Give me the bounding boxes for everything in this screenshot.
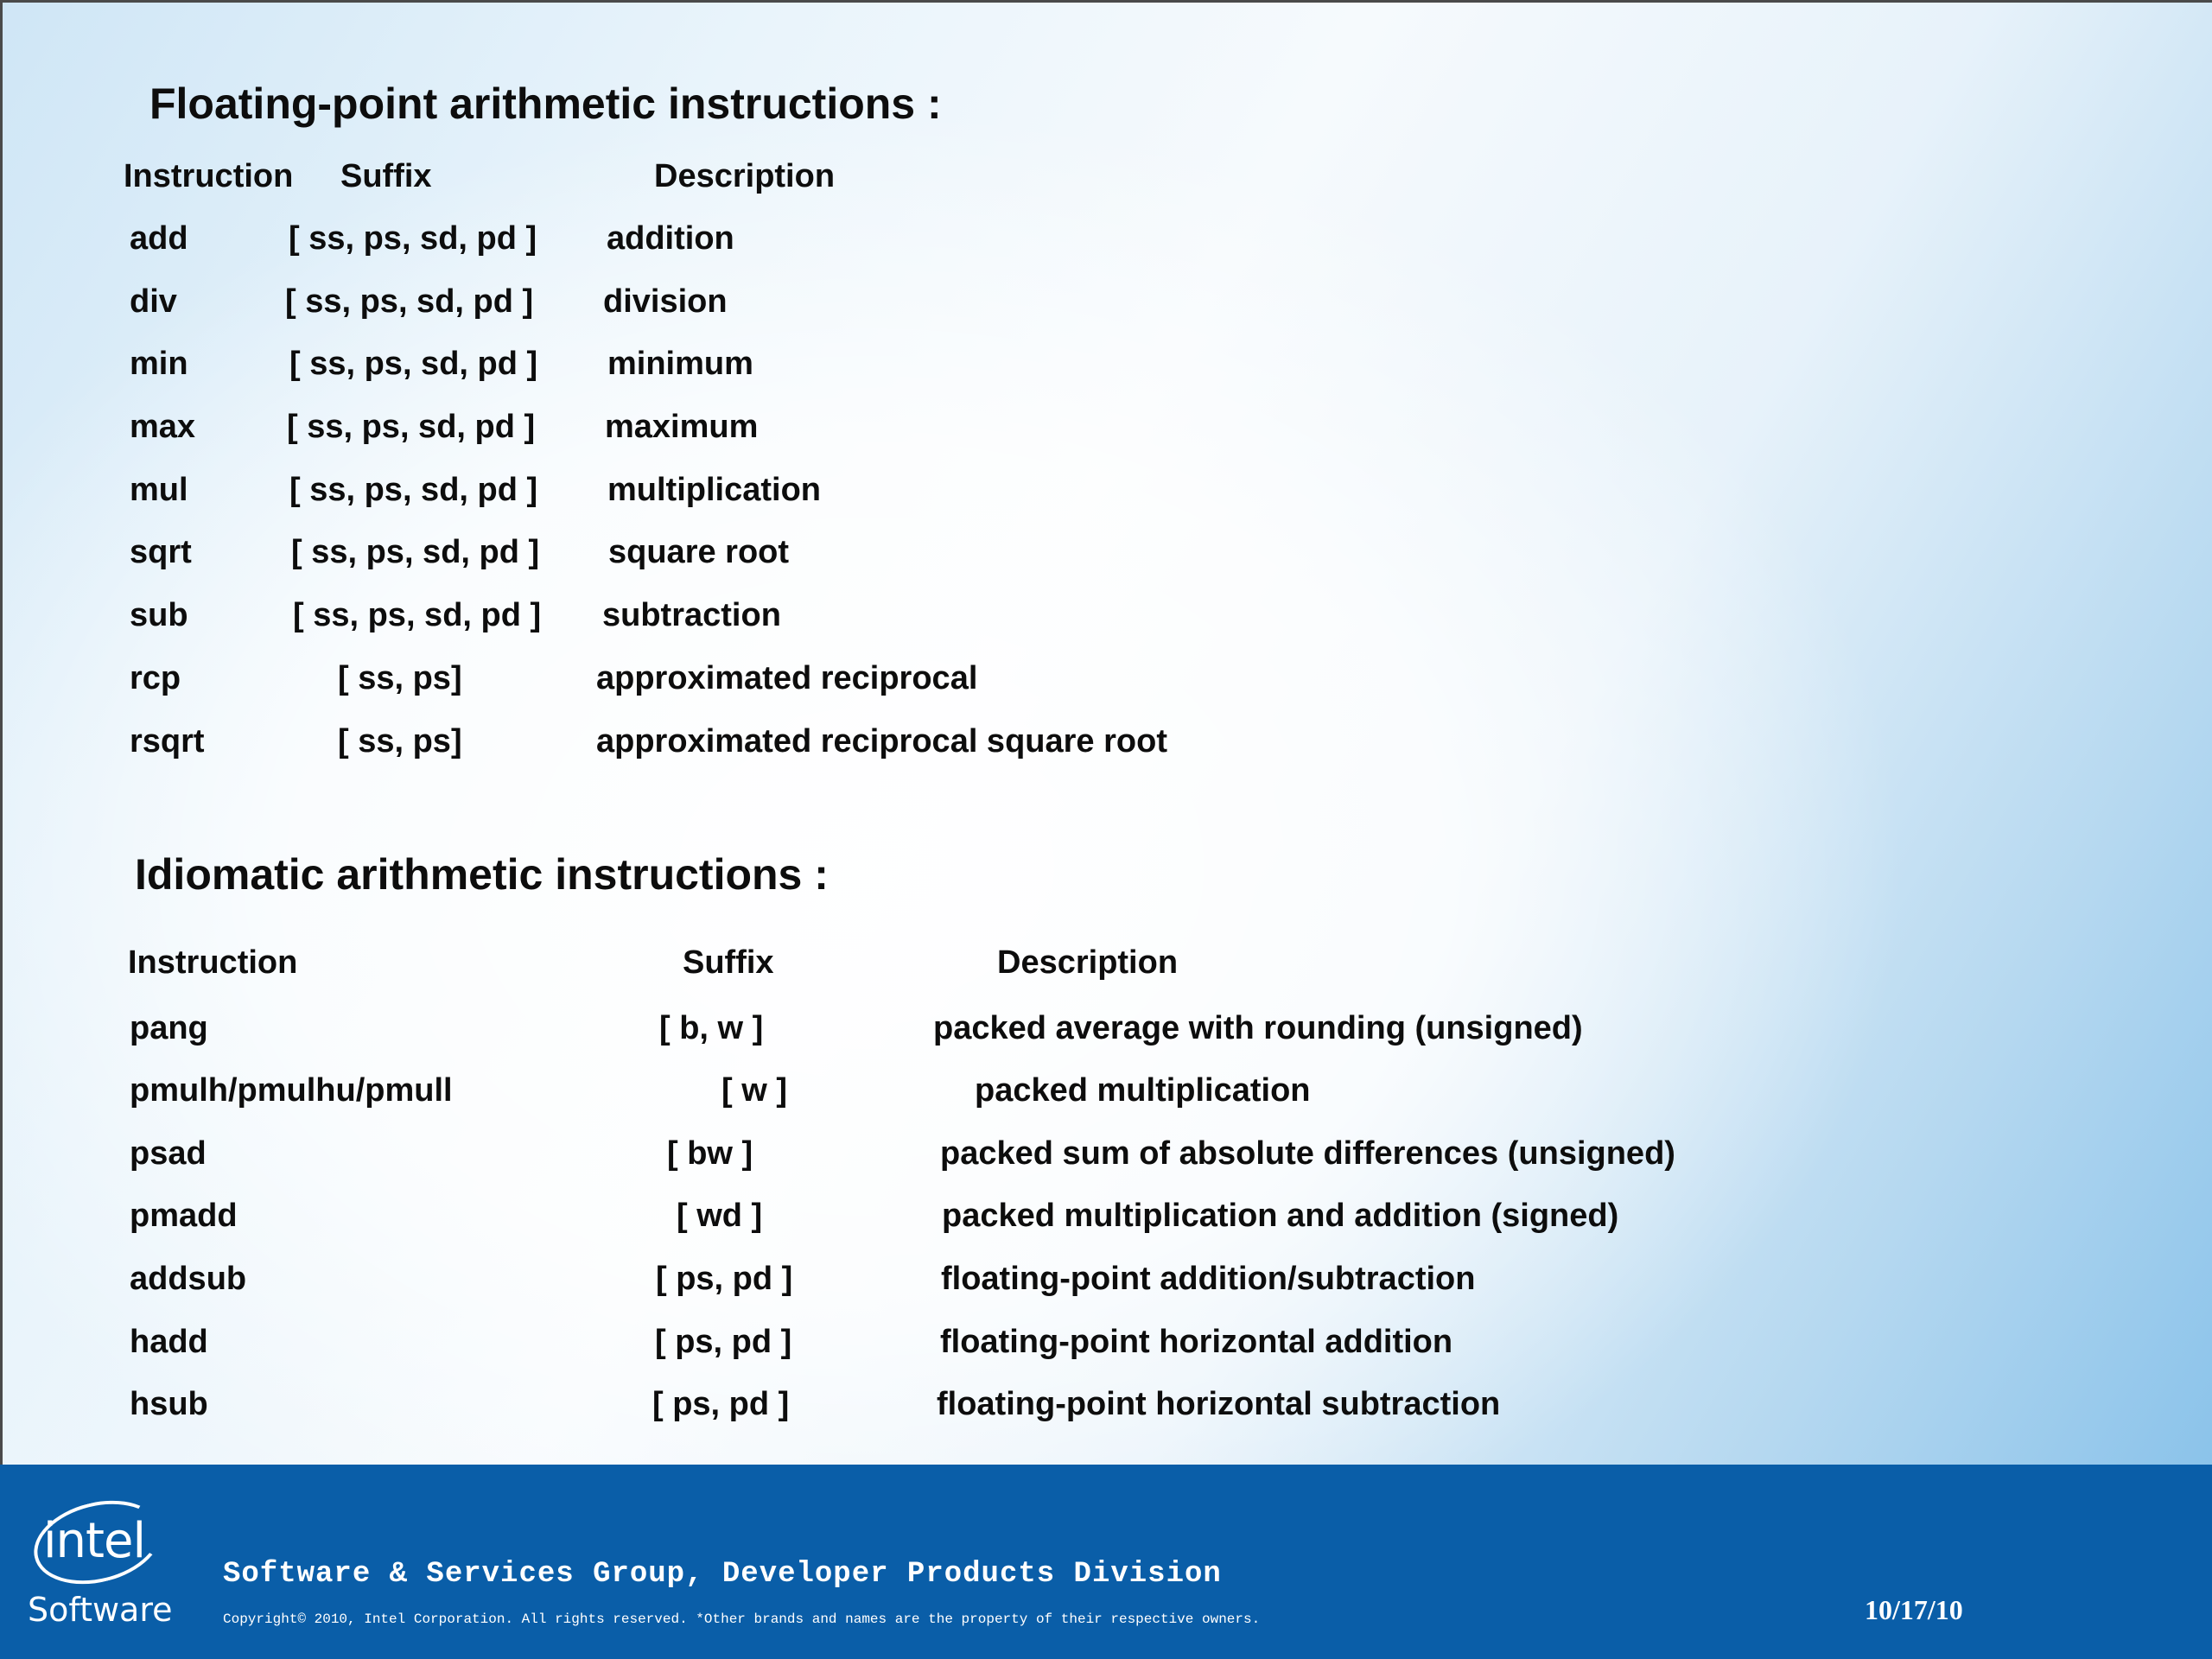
copyright-notice: Copyright© 2010, Intel Corporation. All rights reserved. *Other brands and names are the property of their respective owners. bbox=[223, 1611, 1261, 1627]
idiom-header-description: Description bbox=[997, 944, 1179, 981]
idiom-row-description: floating-point horizontal subtraction bbox=[937, 1386, 1501, 1422]
idiom-row-instruction: pang bbox=[130, 1010, 208, 1046]
idiom-row-instruction: pmadd bbox=[130, 1198, 238, 1234]
fp-row-description: minimum bbox=[607, 346, 753, 382]
idiom-row-suffix: [ b, w ] bbox=[659, 1010, 764, 1046]
fp-row-instruction: rcp bbox=[130, 660, 181, 696]
fp-row-description: subtraction bbox=[602, 597, 781, 633]
idiom-row-instruction: hadd bbox=[130, 1324, 208, 1360]
fp-row-instruction: add bbox=[130, 220, 188, 257]
fp-row-instruction: sub bbox=[130, 597, 188, 633]
idiom-row-suffix: [ ps, pd ] bbox=[655, 1324, 792, 1360]
fp-row-instruction: div bbox=[130, 283, 177, 320]
fp-row-description: square root bbox=[608, 534, 790, 570]
fp-row-description: division bbox=[603, 283, 728, 320]
idiom-row-description: floating-point horizontal addition bbox=[940, 1324, 1453, 1360]
fp-row-suffix: [ ss, ps, sd, pd ] bbox=[287, 409, 536, 445]
fp-header-instruction: Instruction bbox=[124, 158, 294, 194]
fp-row-suffix: [ ss, ps] bbox=[338, 660, 462, 696]
fp-row-instruction: mul bbox=[130, 472, 188, 508]
fp-row-description: addition bbox=[607, 220, 734, 257]
idiom-row-description: packed average with rounding (unsigned) bbox=[933, 1010, 1583, 1046]
intel-logo-wordmark: intel bbox=[43, 1513, 146, 1569]
idiom-row-suffix: [ bw ] bbox=[667, 1135, 753, 1172]
fp-row-suffix: [ ss, ps, sd, pd ] bbox=[293, 597, 542, 633]
idiom-row-description: packed sum of absolute differences (unsigned) bbox=[940, 1135, 1675, 1172]
fp-row-suffix: [ ss, ps, sd, pd ] bbox=[289, 346, 538, 382]
idiom-row-instruction: hsub bbox=[130, 1386, 208, 1422]
idiom-section-title: Idiomatic arithmetic instructions : bbox=[135, 850, 829, 899]
fp-row-description: multiplication bbox=[607, 472, 821, 508]
fp-row-description: approximated reciprocal bbox=[596, 660, 978, 696]
idiom-row-suffix: [ ps, pd ] bbox=[652, 1386, 790, 1422]
slide-date: 10/17/10 bbox=[1865, 1594, 1963, 1625]
division-name: Software & Services Group, Developer Products Division bbox=[223, 1558, 1222, 1591]
fp-row-description: approximated reciprocal square root bbox=[596, 723, 1167, 760]
fp-header-description: Description bbox=[654, 158, 836, 194]
footer-bar bbox=[0, 1465, 2212, 1659]
fp-row-instruction: max bbox=[130, 409, 196, 445]
fp-row-suffix: [ ss, ps] bbox=[338, 723, 462, 760]
intel-logo-subtitle: Software bbox=[28, 1591, 173, 1629]
idiom-row-suffix: [ ps, pd ] bbox=[656, 1261, 793, 1297]
idiom-row-suffix: [ wd ] bbox=[677, 1198, 763, 1234]
idiom-row-instruction: pmulh/pmulhu/pmull bbox=[130, 1072, 453, 1109]
fp-row-suffix: [ ss, ps, sd, pd ] bbox=[291, 534, 540, 570]
idiom-header-instruction: Instruction bbox=[128, 944, 298, 981]
fp-row-suffix: [ ss, ps, sd, pd ] bbox=[289, 472, 538, 508]
fp-row-description: maximum bbox=[605, 409, 759, 445]
fp-row-suffix: [ ss, ps, sd, pd ] bbox=[285, 283, 534, 320]
idiom-row-instruction: addsub bbox=[130, 1261, 247, 1297]
fp-header-suffix: Suffix bbox=[340, 158, 432, 194]
idiom-header-suffix: Suffix bbox=[683, 944, 774, 981]
idiom-row-instruction: psad bbox=[130, 1135, 207, 1172]
idiom-row-description: floating-point addition/subtraction bbox=[941, 1261, 1476, 1297]
idiom-row-suffix: [ w ] bbox=[721, 1072, 787, 1109]
fp-row-instruction: min bbox=[130, 346, 188, 382]
idiom-row-description: packed multiplication and addition (signed) bbox=[942, 1198, 1619, 1234]
fp-row-instruction: sqrt bbox=[130, 534, 192, 570]
idiom-row-description: packed multiplication bbox=[975, 1072, 1311, 1109]
fp-row-instruction: rsqrt bbox=[130, 723, 205, 760]
fp-section-title: Floating-point arithmetic instructions : bbox=[149, 79, 942, 128]
fp-row-suffix: [ ss, ps, sd, pd ] bbox=[289, 220, 537, 257]
